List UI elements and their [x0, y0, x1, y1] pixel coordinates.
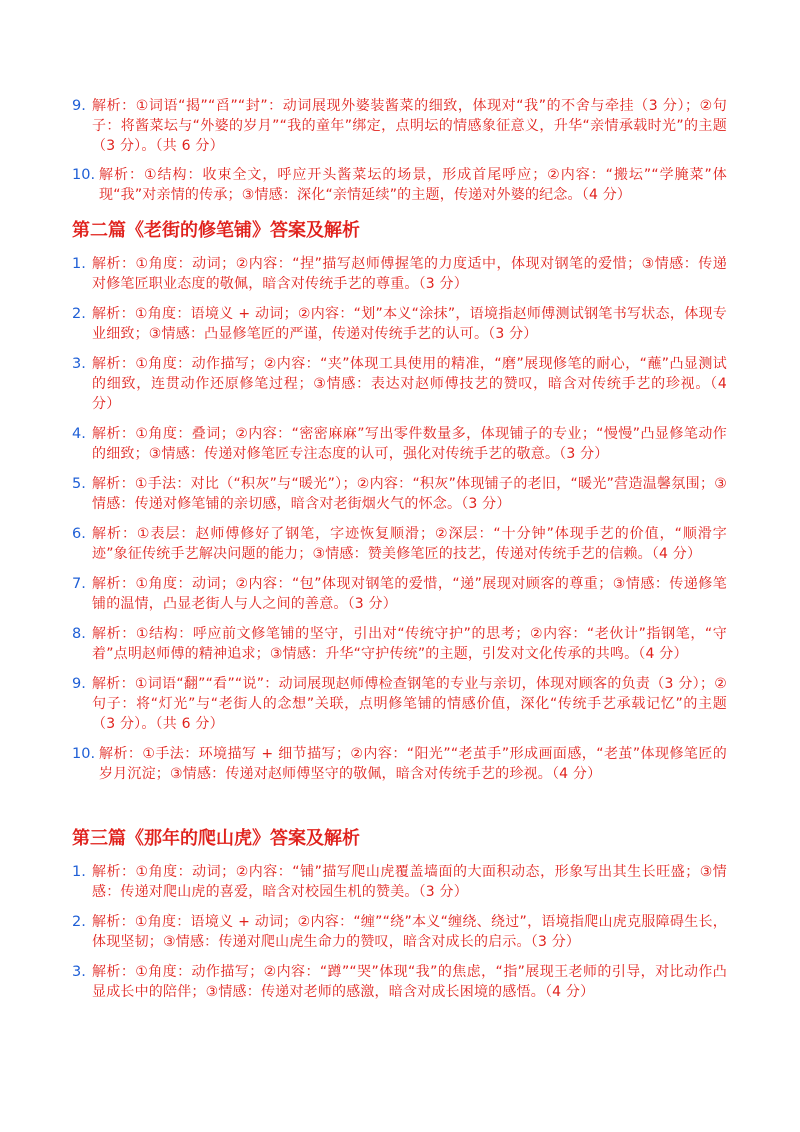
section3-answer-list — [72, 862, 727, 1002]
item-number: 6. — [72, 526, 86, 542]
list-item — [72, 624, 727, 664]
item-text: 解析：①角度：动词；②内容：“捏”描写赵师傅握笔的力度适中，体现对钢笔的爱惜；③情感：传递对修笔匠职业态度的敬佩，暗含对传统手艺的尊重。（3 分） — [92, 256, 727, 292]
item-number: 7. — [72, 576, 86, 592]
item-number: 8. — [72, 626, 86, 642]
item-text: 解析：①词语“翻”“看”“说”：动词展现赵师傅检查钢笔的专业与亲切，体现对顾客的负责（3 分）；②句子：将“灯光”与“老街人的念想”关联，点明修笔铺的情感价值，深化“传统手艺承载记忆”的主题（3 分）。（共 6 分） — [92, 676, 727, 732]
item-text: 解析：①角度：动作描写；②内容：“蹲”“哭”体现“我”的焦虑，“指”展现王老师的引导，对比动作凸显成长中的陪伴；③情感：传递对老师的感激，暗含对成长困境的感悟。（4 分） — [92, 964, 727, 1000]
section1-answer-list — [72, 96, 727, 205]
item-text: 解析：①角度：动词；②内容：“包”体现对钢笔的爱惜，“递”展现对顾客的尊重；③情感：传递修笔铺的温情，凸显老街人与人之间的善意。（3 分） — [92, 576, 727, 612]
item-text: 解析：①手法：环境描写 + 细节描写；②内容：“阳光”“老茧手”形成画面感，“老茧”体现修笔匠的岁月沉淀；③情感：传递对赵师傅坚守的敬佩，暗含对传统手艺的珍视。（4 分） — [99, 746, 727, 782]
list-item — [72, 862, 727, 902]
item-number: 3. — [72, 356, 86, 372]
item-text: 解析：①结构：呼应前文修笔铺的坚守，引出对“传统守护”的思考；②内容：“老伙计”指钢笔，“守着”点明赵师傅的精神追求；③情感：升华“守护传统”的主题，引发对文化传承的共鸣。（4 分） — [92, 626, 727, 662]
list-item — [72, 744, 727, 784]
list-item — [72, 674, 727, 734]
section3-title: 第三篇《那年的爬山虎》答案及解析 — [72, 828, 360, 849]
item-number: 9. — [72, 98, 86, 114]
item-number: 9. — [72, 676, 86, 692]
item-number: 10. — [72, 746, 96, 762]
list-item — [72, 304, 727, 344]
list-item — [72, 574, 727, 614]
item-number: 5. — [72, 476, 86, 492]
item-number: 1. — [72, 256, 86, 272]
item-number: 1. — [72, 864, 86, 880]
item-number: 3. — [72, 964, 86, 980]
list-item — [72, 165, 727, 205]
list-item — [72, 354, 727, 414]
item-text: 解析：①表层：赵师傅修好了钢笔，字迹恢复顺滑；②深层：“十分钟”体现手艺的价值，“顺滑字迹”象征传统手艺解决问题的能力；③情感：赞美修笔匠的技艺，传递对传统手艺的信赖。（4 分） — [92, 526, 727, 562]
list-item — [72, 424, 727, 464]
item-text: 解析：①角度：叠词；②内容：“密密麻麻”写出零件数量多，体现铺子的专业；“慢慢”凸显修笔动作的细致；③情感：传递对修笔匠专注态度的认可，强化对传统手艺的敬意。（3 分） — [92, 426, 727, 462]
item-number: 10. — [72, 167, 96, 183]
list-item — [72, 912, 727, 952]
section2-answer-list — [72, 254, 727, 784]
item-number: 4. — [72, 426, 86, 442]
list-item — [72, 96, 727, 156]
section2-title: 第二篇《老街的修笔铺》答案及解析 — [72, 220, 360, 241]
list-item — [72, 254, 727, 294]
item-number: 2. — [72, 306, 86, 322]
item-text: 解析：①词语“揭”“舀”“封”：动词展现外婆装酱菜的细致，体现对“我”的不舍与牵挂（3 分）；②句子：将酱菜坛与“外婆的岁月”“我的童年”绑定，点明坛的情感象征意义，升华“亲情承载时光”的主题（3 分）。（共 6 分） — [92, 98, 727, 154]
item-text: 解析：①角度：动作描写；②内容：“夹”体现工具使用的精准，“磨”展现修笔的耐心，“蘸”凸显测试的细致，连贯动作还原修笔过程；③情感：表达对赵师傅技艺的赞叹，暗含对传统手艺的珍视。（4 分） — [92, 356, 727, 412]
item-text: 解析：①角度：语境义 + 动词；②内容：“缠”“绕”本义“缠绕、绕过”，语境指爬山虎克服障碍生长，体现坚韧；③情感：传递对爬山虎生命力的赞叹，暗含对成长的启示。（3 分） — [92, 914, 727, 950]
list-item — [72, 524, 727, 564]
item-text: 解析：①角度：语境义 + 动词；②内容：“划”本义“涂抹”，语境指赵师傅测试钢笔书写状态，体现专业细致；③情感：凸显修笔匠的严谨，传递对传统手艺的认可。（3 分） — [92, 306, 727, 342]
item-text: 解析：①结构：收束全文，呼应开头酱菜坛的场景，形成首尾呼应；②内容：“搬坛”“学腌菜”体现“我”对亲情的传承；③情感：深化“亲情延续”的主题，传递对外婆的纪念。（4 分） — [99, 167, 727, 203]
item-text: 解析：①角度：动词；②内容：“铺”描写爬山虎覆盖墙面的大面积动态，形象写出其生长旺盛；③情感：传递对爬山虎的喜爱，暗含对校园生机的赞美。（3 分） — [92, 864, 727, 900]
list-item — [72, 474, 727, 514]
item-number: 2. — [72, 914, 86, 930]
list-item — [72, 962, 727, 1002]
item-text: 解析：①手法：对比（“积灰”与“暖光”）；②内容：“积灰”体现铺子的老旧，“暖光”营造温馨氛围；③情感：传递对修笔铺的亲切感，暗含对老街烟火气的怀念。（3 分） — [92, 476, 727, 512]
